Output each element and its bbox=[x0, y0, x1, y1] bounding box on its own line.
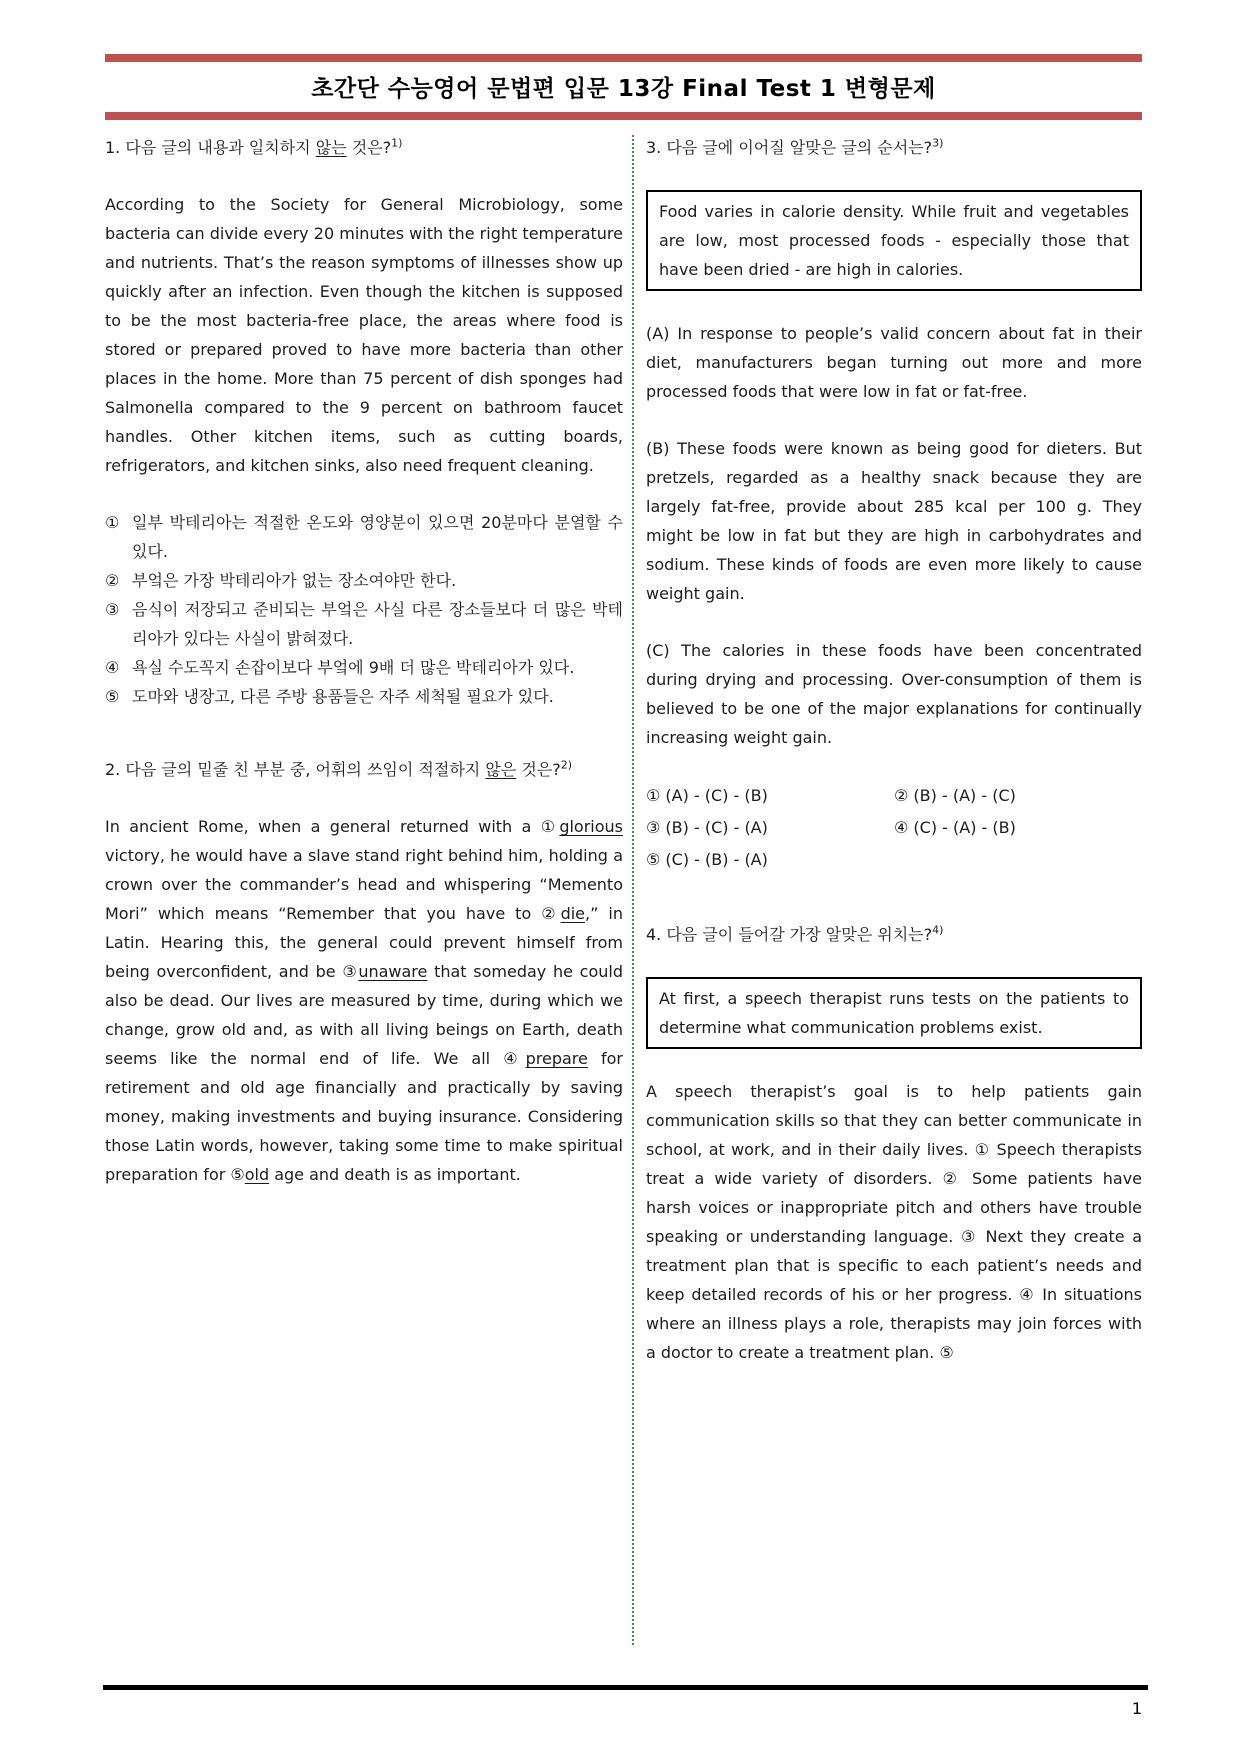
question-1-passage: According to the Society for General Microbiology, some bacteria can divide every 20 minutes with the right temperature and nutrients. That’s the reason symptoms of illnesses show up quickly after an infection. Even though the kitchen is supposed to be the most bacteria-free place, the areas where food is stored or prepared proved to have more bacteria than other places in the home. More than 75 percent of dish sponges had Salmonella compared to the 9 percent on bathroom faucet handles. Other kitchen items, such as cutting boards, refrigerators, and kitchen sinks, also need frequent cleaning. bbox=[105, 195, 623, 475]
option-marker: ④ bbox=[105, 658, 120, 677]
option-text: 일부 박테리아는 적절한 온도와 영양분이 있으면 20분마다 분열할 수 있다. bbox=[132, 513, 623, 561]
order-option-3: ③ (B) - (C) - (A) bbox=[646, 818, 768, 837]
two-column-layout bbox=[105, 133, 1142, 1645]
footer-line bbox=[103, 1685, 1148, 1690]
order-option-4: ④ (C) - (A) - (B) bbox=[894, 818, 1016, 837]
right-column bbox=[646, 133, 1142, 1645]
question-3-prompt: 3. 다음 글에 이어질 알맞은 글의 순서는?$^{3)}$ bbox=[646, 136, 944, 157]
question-1-options bbox=[105, 508, 623, 711]
answer-option-5 bbox=[105, 682, 623, 711]
question-3-options bbox=[646, 780, 1142, 876]
page-title: 초간단 수능영어 문법편 입문 13강 Final Test 1 변형문제 bbox=[311, 76, 936, 102]
order-option-2: ② (B) - (A) - (C) bbox=[894, 786, 1016, 805]
question-4 bbox=[646, 920, 1142, 1367]
option-text: 도마와 냉장고, 다른 주방 용품들은 자주 세척될 필요가 있다. bbox=[132, 687, 554, 706]
answer-option-1 bbox=[105, 508, 623, 566]
question-4-prompt: 4. 다음 글이 들어갈 가장 알맞은 위치는?$^{4)}$ bbox=[646, 923, 944, 944]
question-1 bbox=[105, 133, 623, 711]
question-3-given-text-box: Food varies in calorie density. While fruit and vegetables are low, most processed foods - especially those that have been dried - are high in calories. bbox=[646, 190, 1142, 291]
answer-option-4 bbox=[105, 653, 623, 682]
header bbox=[105, 0, 1142, 120]
question-3-paragraph-a: (A) In response to people’s valid concern about fat in their diet, manufacturers began turning out more and more processed foods that were low in fat or fat-free. bbox=[646, 324, 1142, 401]
question-2 bbox=[105, 755, 623, 1189]
header-top-bar bbox=[105, 54, 1142, 62]
option-marker: ⑤ bbox=[105, 687, 120, 706]
question-2-prompt: 2. 다음 글의 밑줄 친 부분 중, 어휘의 쓰임이 적절하지 않은 것은?$^{2)}$ bbox=[105, 758, 573, 779]
question-2-passage: In ancient Rome, when a general returned with a ①glorious victory, he would have a slave stand right behind him, holding a crown over the commander’s head and whispering “Memento Mori” which means “Remember that you have to ②die,” in Latin. Hearing this, the general could prevent himself from being overconfident, and be ③unaware that someday he could also be dead. Our lives are measured by time, during which we change, grow old and, as with all living beings on Earth, death seems like the normal end of life. We all ④prepare for retirement and old age financially and practically by saving money, making investments and buying insurance. Considering those Latin words, however, taking some time to make spiritual preparation for ⑤old age and death is as important. bbox=[105, 817, 624, 1184]
option-text: 부엌은 가장 박테리아가 없는 장소여야만 한다. bbox=[132, 571, 457, 590]
question-4-passage: A speech therapist’s goal is to help patients gain communication skills so that they can better communicate in school, at work, and in their daily lives. ① Speech therapists treat a wide variety of disorders. ② Some patients have harsh voices or inappropriate pitch and others have trouble speaking or understanding language. ③ Next they create a treatment plan that is specific to each patient’s needs and keep detailed records of his or her progress. ④ In situations where an illness plays a role, therapists may join forces with a doctor to create a treatment plan. ⑤ bbox=[646, 1082, 1142, 1362]
answer-option-2 bbox=[105, 566, 623, 595]
header-bottom-bar bbox=[105, 112, 1142, 120]
option-text: 욕실 수도꼭지 손잡이보다 부엌에 9배 더 많은 박테리아가 있다. bbox=[132, 658, 575, 677]
answer-option-3 bbox=[105, 595, 623, 653]
order-option-5: ⑤ (C) - (B) - (A) bbox=[646, 850, 768, 869]
question-3-paragraph-c: (C) The calories in these foods have been concentrated during drying and processing. Over-consumption of them is believed to be one of the major explanations for continually increasing weight gain. bbox=[646, 641, 1142, 747]
order-option-1: ① (A) - (C) - (B) bbox=[646, 786, 768, 805]
question-1-prompt: 1. 다음 글의 내용과 일치하지 않는 것은?$^{1)}$ bbox=[105, 136, 403, 157]
left-column bbox=[105, 133, 623, 1645]
option-marker: ① bbox=[105, 513, 120, 532]
page-number: 1 bbox=[1131, 1699, 1142, 1718]
option-marker: ③ bbox=[105, 600, 120, 619]
column-divider bbox=[632, 135, 634, 1645]
option-marker: ② bbox=[105, 571, 120, 590]
option-text: 음식이 저장되고 준비되는 부엌은 사실 다른 장소들보다 더 많은 박테리아가 있다는 사실이 밝혀졌다. bbox=[132, 600, 623, 648]
question-4-given-text-box: At first, a speech therapist runs tests on the patients to determine what communication problems exist. bbox=[646, 977, 1142, 1049]
question-3-paragraph-b: (B) These foods were known as being good for dieters. But pretzels, regarded as a healthy snack because they are largely fat-free, provide about 285 kcal per 100 g. They might be low in fat but they are high in carbohydrates and sodium. These kinds of foods are even more likely to cause weight gain. bbox=[646, 439, 1142, 603]
question-3 bbox=[646, 133, 1142, 876]
